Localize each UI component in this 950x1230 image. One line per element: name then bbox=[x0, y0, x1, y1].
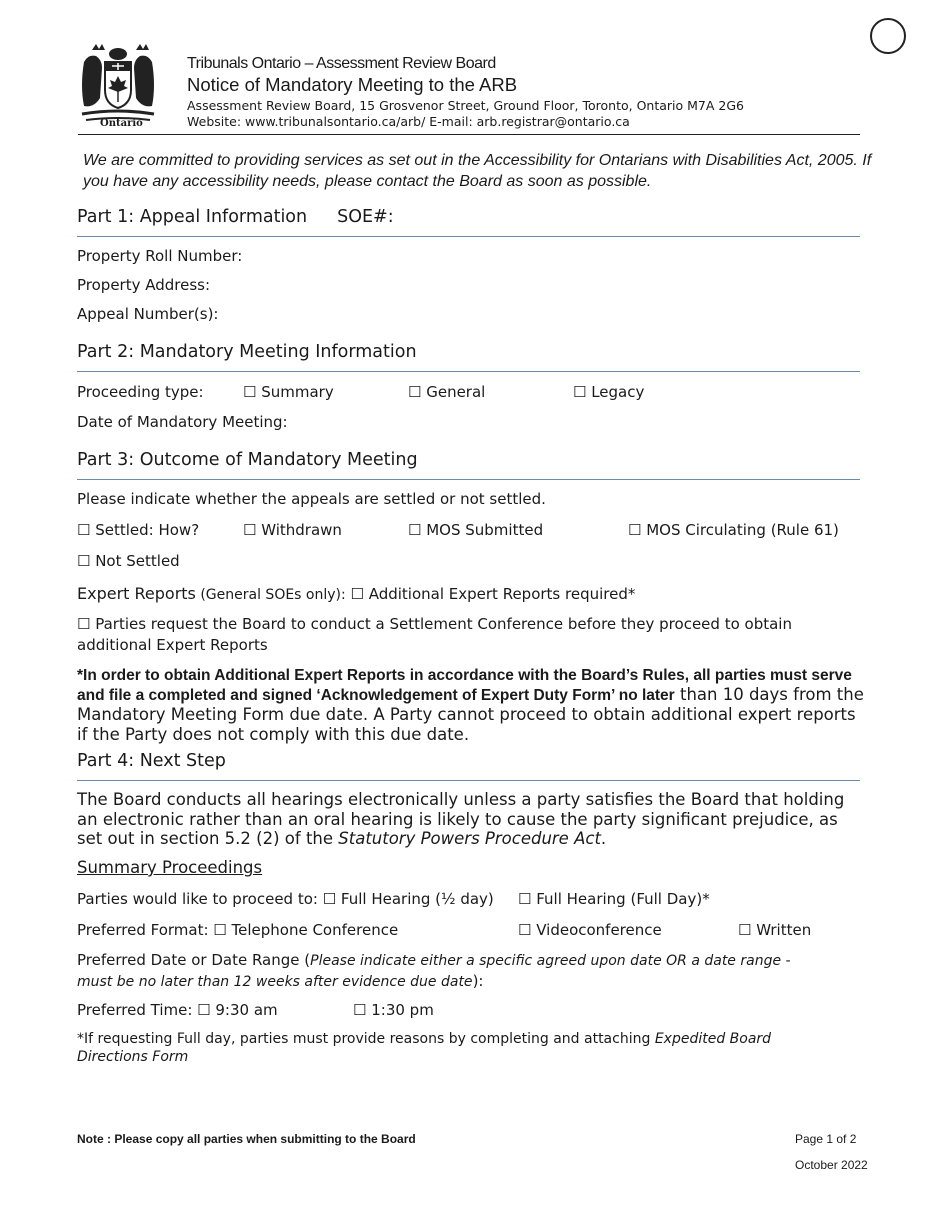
proceeding-type-label: Proceeding type: bbox=[77, 383, 204, 401]
spp-act: Statutory Powers Procedure Act bbox=[338, 829, 601, 848]
written-checkbox[interactable]: ☐ Written bbox=[738, 921, 812, 939]
expert-warning bbox=[77, 665, 867, 744]
part1-divider bbox=[77, 236, 860, 237]
footnote-form1: Expedited Board bbox=[654, 1031, 772, 1047]
part3-heading: Part 3: Outcome of Mandatory Meeting bbox=[77, 450, 418, 470]
part4-divider bbox=[77, 780, 860, 781]
property-address-label: Property Address: bbox=[77, 276, 211, 294]
corner-circle bbox=[870, 18, 906, 54]
form-title: Notice of Mandatory Meeting to the ARB bbox=[187, 74, 518, 95]
settlement-conference-text: additional Expert Reports bbox=[77, 636, 268, 654]
part4-heading: Part 4: Next Step bbox=[77, 751, 226, 771]
form-date: October 2022 bbox=[795, 1158, 868, 1172]
hearing-intro: The Board conducts all hearings electronically unless a party satisfies the Board that holding an electronic rather than an oral hearing is likely to cause the party significant prejudice, as set out in section 5.2 (2) of the bbox=[77, 790, 845, 848]
roll-number-label: Property Roll Number: bbox=[77, 247, 243, 265]
expert-reports-scope: (General SOEs only): bbox=[195, 587, 346, 603]
settled-instruction: Please indicate whether the appeals are settled or not settled. bbox=[77, 490, 546, 508]
full-day-checkbox[interactable]: ☐ Full Hearing (Full Day)* bbox=[518, 890, 710, 908]
preferred-date-end: ): bbox=[472, 972, 484, 990]
hearing-intro-end: . bbox=[600, 829, 607, 848]
mos-submitted-checkbox[interactable]: ☐ MOS Submitted bbox=[408, 521, 544, 539]
expert-warning-rest: than 10 days from the Mandatory Meeting Form due date. A Party cannot proceed to obtain additional expert reports if the Party does not comply with this due date. bbox=[77, 685, 864, 744]
part3-divider bbox=[77, 479, 860, 480]
part1-heading bbox=[77, 207, 394, 227]
footnote-text: *If requesting Full day, parties must provide reasons by completing and attaching bbox=[77, 1031, 655, 1047]
page-number: Page 1 of 2 bbox=[795, 1132, 857, 1146]
accessibility-notice: We are committed to providing services as set out in the Accessibility for Ontarians with Disabilities Act, 2005. If you have any accessibility needs, please contact the Board as soon as possible. bbox=[83, 152, 872, 190]
expert-reports-label: Expert Reports bbox=[77, 584, 196, 603]
time-130-checkbox[interactable]: ☐ 1:30 pm bbox=[353, 1001, 434, 1019]
general-checkbox[interactable]: ☐ General bbox=[408, 383, 486, 401]
appeal-numbers-label: Appeal Number(s): bbox=[77, 305, 219, 323]
expert-reports-row bbox=[77, 584, 635, 603]
not-settled-checkbox[interactable]: ☐ Not Settled bbox=[77, 552, 180, 570]
preferred-date-row2 bbox=[77, 972, 483, 990]
part1-title: Part 1: Appeal Information bbox=[77, 207, 308, 227]
half-day-checkbox[interactable]: Parties would like to proceed to: ☐ Full Hearing (½ day) bbox=[77, 890, 494, 908]
preferred-date-label: Preferred Date or Date Range ( bbox=[77, 951, 311, 969]
preferred-date-hint2: must be no later than 12 weeks after evidence due date bbox=[77, 974, 473, 990]
board-address: Assessment Review Board, 15 Grosvenor Street, Ground Floor, Toronto, Ontario M7A 2G6 bbox=[187, 98, 744, 113]
preferred-date-hint: Please indicate either a specific agreed upon date OR a date range - bbox=[310, 953, 791, 969]
videoconference-checkbox[interactable]: ☐ Videoconference bbox=[518, 921, 662, 939]
footer-note: Note : Please copy all parties when submitting to the Board bbox=[77, 1132, 416, 1146]
summary-proceedings-heading: Summary Proceedings bbox=[77, 858, 263, 877]
logo-caption: Ontario bbox=[100, 118, 143, 129]
full-day-footnote bbox=[77, 1031, 771, 1047]
time-930-checkbox[interactable]: Preferred Time: ☐ 9:30 am bbox=[77, 1001, 278, 1019]
mos-circulating-checkbox[interactable]: ☐ MOS Circulating (Rule 61) bbox=[628, 521, 839, 539]
org-name: Tribunals Ontario – Assessment Review Board bbox=[187, 55, 496, 72]
part2-divider bbox=[77, 371, 860, 372]
settled-checkbox[interactable]: ☐ Settled: How? bbox=[77, 521, 200, 539]
hearing-paragraph bbox=[77, 790, 867, 849]
additional-expert-checkbox[interactable]: ☐ Additional Expert Reports required* bbox=[345, 585, 636, 603]
telephone-checkbox[interactable]: Preferred Format: ☐ Telephone Conference bbox=[77, 921, 399, 939]
preferred-date-row bbox=[77, 951, 791, 969]
header-divider bbox=[78, 134, 860, 135]
meeting-date-label: Date of Mandatory Meeting: bbox=[77, 413, 288, 431]
expert-warning-bold: *In order to obtain Additional Expert Reports in accordance with the Board’s Rules, all parties must serve and file a completed and signed ‘Acknowledgement of Expert Duty Form’ no later bbox=[77, 667, 852, 704]
footnote-form2: Directions Form bbox=[77, 1049, 189, 1065]
part2-heading: Part 2: Mandatory Meeting Information bbox=[77, 342, 417, 362]
summary-checkbox[interactable]: ☐ Summary bbox=[243, 383, 334, 401]
withdrawn-checkbox[interactable]: ☐ Withdrawn bbox=[243, 521, 342, 539]
legacy-checkbox[interactable]: ☐ Legacy bbox=[573, 383, 645, 401]
board-contact: Website: www.tribunalsontario.ca/arb/ E-mail: arb.registrar@ontario.ca bbox=[187, 114, 630, 129]
soe-label: SOE#: bbox=[337, 207, 394, 227]
settlement-conference-checkbox[interactable]: ☐ Parties request the Board to conduct a Settlement Conference before they proceed to obtain bbox=[77, 615, 792, 633]
